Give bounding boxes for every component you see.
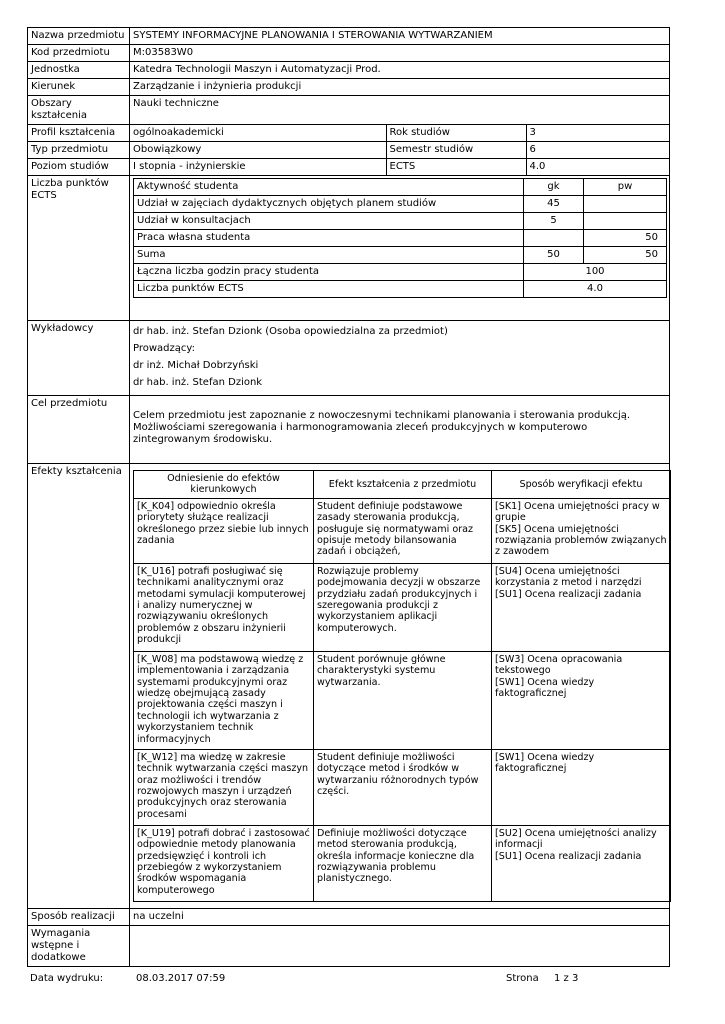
- ects-item-pw: 50: [584, 247, 667, 264]
- effects-header: [134, 471, 671, 499]
- effect-ref: [K_W12] ma wiedzę w zakresie technik wytwarzania części maszyn oraz możliwości i trendów rozwojowych maszyn i urządzeń produkcyjnych oraz sterowania procesami: [134, 749, 314, 825]
- label-obszary: Obszary kształcenia: [28, 96, 130, 125]
- effect-ref: [K_K04] odpowiednio określa priorytety służące realizacji określonego przez siebie lub innych zadania: [134, 498, 314, 563]
- effects-header-ref: Odniesienie do efektów kierunkowych: [134, 471, 314, 499]
- effects-header-verify: Sposób weryfikacji efektu: [492, 471, 671, 499]
- ects-table: [133, 178, 667, 298]
- ects-total-hours: [134, 264, 667, 281]
- ects-total-hours-name: Łączna liczba godzin pracy studenta: [134, 264, 524, 281]
- ects-item-name: Udział w zajęciach dydaktycznych objętych planem studiów: [134, 196, 524, 213]
- ects-total-points-name: Liczba punktów ECTS: [134, 281, 524, 298]
- effects-header-effect: Efekt kształcenia z przedmiotu: [314, 471, 492, 499]
- page-label: Strona: [506, 973, 539, 984]
- ects-header-gk: gk: [524, 179, 584, 196]
- label-jednostka: Jednostka: [28, 62, 130, 79]
- label-profil: Profil kształcenia: [28, 125, 130, 142]
- label-semestr: Semestr studiów: [386, 142, 526, 158]
- label-rok: Rok studiów: [386, 125, 526, 141]
- label-kierunek: Kierunek: [28, 79, 130, 96]
- row-kod: [28, 45, 670, 62]
- effect-desc: Student definiuje możliwości dotyczące metod i środków w wytwarzaniu różnorodnych typów części.: [314, 749, 492, 825]
- label-lecturers: Wykładowcy: [28, 321, 130, 396]
- lecturer-person: dr inż. Michał Dobrzyński: [133, 360, 259, 371]
- effect-desc: Student porównuje główne charakterystyki systemu wytwarzania.: [314, 651, 492, 749]
- effect-ref: [K_W08] ma podstawową wiedzę z implementowania i zarządzania systemami produkcyjnymi oraz wiedzę obejmującą zasady projektowania części maszyn i technologii ich wytwarzania z wykorzystaniem technik informacyjnych: [134, 651, 314, 749]
- ects-item-gk: 5: [524, 213, 584, 230]
- effect-desc: Student definiuje podstawowe zasady sterowania produkcją, posługuje się normatywami oraz opisuje metody bilansowania zadań i obciążeń,: [314, 498, 492, 563]
- label-realization: Sposób realizacji: [28, 908, 130, 925]
- ects-item-name: Udział w konsultacjach: [134, 213, 524, 230]
- value-ects: 4.0: [526, 159, 669, 175]
- effect-verify: [SW3] Ocena opracowania tekstowego [SW1] Ocena wiedzy faktograficznej: [492, 651, 671, 749]
- effect-verify: [SU2] Ocena umiejętności analizy informacji [SU1] Ocena realizacji zadania: [492, 825, 671, 901]
- ects-total-points: [134, 281, 667, 298]
- effect-row: [134, 563, 671, 651]
- course-table: [27, 27, 670, 967]
- label-goal: Cel przedmiotu: [28, 396, 130, 464]
- value-requirements: [130, 925, 670, 966]
- ects-header-name: Aktywność studenta: [134, 179, 524, 196]
- ects-item-name: Suma: [134, 247, 524, 264]
- effects-table: [133, 470, 671, 902]
- label-kod: Kod przedmiotu: [28, 45, 130, 62]
- value-rok: 3: [526, 125, 669, 141]
- effect-row: [134, 498, 671, 563]
- row-realization: [28, 908, 670, 925]
- print-date-label: Data wydruku:: [30, 973, 104, 984]
- label-poziom: Poziom studiów: [28, 159, 130, 176]
- ects-total-points-value: 4.0: [524, 281, 667, 298]
- row-ects: [28, 176, 670, 321]
- ects-item-pw: 50: [584, 230, 667, 247]
- value-semestr: 6: [526, 142, 669, 158]
- value-obszary: Nauki techniczne: [130, 96, 670, 125]
- value-realization: na uczelni: [130, 908, 670, 925]
- label-typ: Typ przedmiotu: [28, 142, 130, 159]
- effect-verify: [SW1] Ocena wiedzy faktograficznej: [492, 749, 671, 825]
- ects-item: [134, 196, 667, 213]
- ects-item-name: Praca własna studenta: [134, 230, 524, 247]
- row-obszary: [28, 96, 670, 125]
- row-requirements: [28, 925, 670, 966]
- ects-item: [134, 213, 667, 230]
- lecturer-main: dr hab. inż. Stefan Dzionk (Osoba opowiedzialna za przedmiot): [133, 326, 448, 337]
- value-poziom: I stopnia - inżynierskie: [130, 159, 386, 175]
- ects-total-hours-value: 100: [524, 264, 667, 281]
- ects-item: [134, 247, 667, 264]
- row-nazwa: [28, 28, 670, 45]
- goal-text: Celem przedmiotu jest zapoznanie z nowoczesnymi technikami planowania i sterowania produkcją. Możliwościami szeregowania i harmonogramowania zleceń produkcyjnych w komputerowo zintegrowanym środowisku.: [130, 396, 670, 464]
- ects-item: [134, 230, 667, 247]
- label-requirements: Wymagania wstępne i dodatkowe: [28, 925, 130, 966]
- ects-item-pw: [584, 213, 667, 230]
- effect-row: [134, 651, 671, 749]
- effect-row: [134, 749, 671, 825]
- print-date: 08.03.2017 07:59: [136, 973, 226, 984]
- ects-item-pw: [584, 196, 667, 213]
- effect-row: [134, 825, 671, 901]
- label-nazwa: Nazwa przedmiotu: [28, 28, 130, 45]
- lecturer-person: dr hab. inż. Stefan Dzionk: [133, 377, 263, 388]
- ects-header: [134, 179, 667, 196]
- ects-item-gk: [524, 230, 584, 247]
- ects-item-gk: 50: [524, 247, 584, 264]
- row-jednostka: [28, 62, 670, 79]
- course-card: [27, 27, 669, 967]
- value-jednostka: Katedra Technologii Maszyn i Automatyzacji Prod.: [130, 62, 670, 79]
- label-effects: Efekty kształcenia: [28, 464, 130, 909]
- row-kierunek: [28, 79, 670, 96]
- row-typ: [28, 142, 670, 159]
- ects-item-gk: 45: [524, 196, 584, 213]
- effect-desc: Rozwiązuje problemy podejmowania decyzji w obszarze przydziału zadań produkcyjnych i szeregowania produkcji z wykorzystaniem aplikacji komputerowych.: [314, 563, 492, 651]
- row-goal: [28, 396, 670, 464]
- row-poziom: [28, 159, 670, 176]
- value-kod: M:03583W0: [130, 45, 670, 62]
- leading-label: Prowadzący:: [133, 343, 195, 354]
- value-nazwa: SYSTEMY INFORMACYJNE PLANOWANIA I STEROWANIA WYTWARZANIEM: [130, 28, 670, 45]
- row-effects: [28, 464, 670, 909]
- ects-header-pw: pw: [584, 179, 667, 196]
- effect-desc: Definiuje możliwości dotyczące metod sterowania produkcją, określa informacje konieczne dla rozwiązywania problemu planistycznego.: [314, 825, 492, 901]
- label-ects: ECTS: [386, 159, 526, 175]
- value-typ: Obowiązkowy: [130, 142, 386, 158]
- effect-verify: [SU4] Ocena umiejętności korzystania z metod i narzędzi [SU1] Ocena realizacji zadania: [492, 563, 671, 651]
- label-liczba-ects: Liczba punktów ECTS: [28, 176, 130, 321]
- value-kierunek: Zarządzanie i inżynieria produkcji: [130, 79, 670, 96]
- effect-ref: [K_U16] potrafi posługiwać się technikami analitycznymi oraz metodami symulacji komputerowej i analizy numerycznej w rozwiązywaniu określonych problemów z obszaru inżynierii produkcji: [134, 563, 314, 651]
- row-profil: [28, 125, 670, 142]
- effect-verify: [SK1] Ocena umiejętności pracy w grupie [SK5] Ocena umiejętności rozwiązania problemów związanych z zawodem: [492, 498, 671, 563]
- effect-ref: [K_U19] potrafi dobrać i zastosować odpowiednie metody planowania przedsięwzięć i kontroli ich przebiegów z wykorzystaniem środków wspomagania komputerowego: [134, 825, 314, 901]
- row-lecturers: [28, 321, 670, 396]
- page-number: 1 z 3: [554, 973, 579, 984]
- value-profil: ogólnoakademicki: [130, 125, 386, 141]
